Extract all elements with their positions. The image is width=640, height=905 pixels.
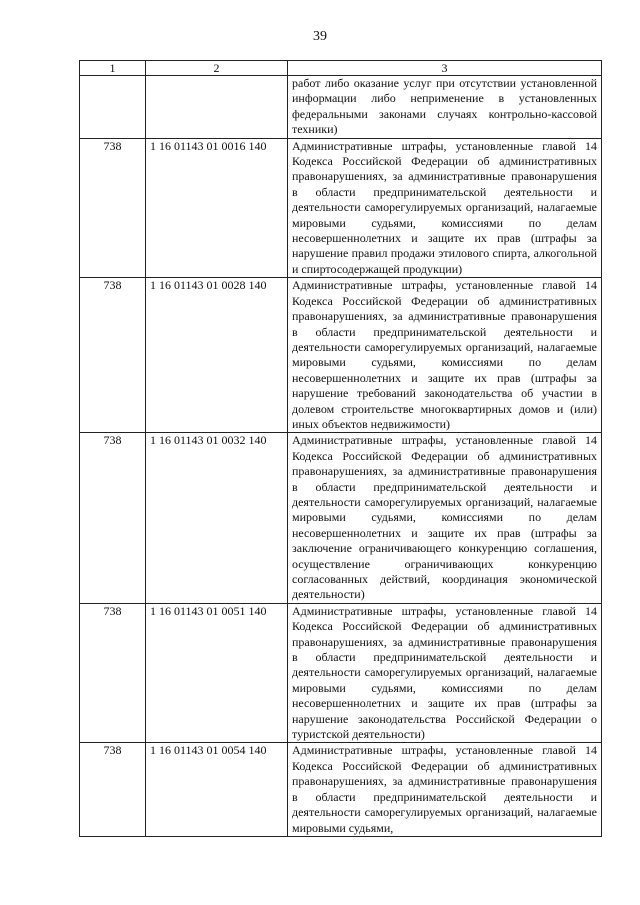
budget-codes-table — [79, 60, 602, 837]
row-description: Административные штрафы, установленные главой 14 Кодекса Российской Федерации об административных правонарушениях, за административные правонарушения в области предпринимательской деятельности и деятельности саморегулируемых организаций, налагаемые мировыми судьями, комиссиями по делам несовершеннолетних и защите их прав (штрафы за заключение ограничивающего конкуренцию соглашения, осуществление ограничивающих конкуренцию согласованных действий, координация экономической деятельности) — [288, 433, 602, 603]
row-number: 738 — [80, 433, 146, 603]
page-number: 39 — [313, 29, 327, 44]
row-number — [80, 76, 146, 139]
table-row — [80, 433, 602, 603]
row-code: 1 16 01143 01 0051 140 — [146, 603, 288, 743]
row-code: 1 16 01143 01 0016 140 — [146, 138, 288, 278]
row-code: 1 16 01143 01 0032 140 — [146, 433, 288, 603]
row-number: 738 — [80, 743, 146, 836]
row-description: Административные штрафы, установленные главой 14 Кодекса Российской Федерации об административных правонарушениях, за административные правонарушения в области предпринимательской деятельности и деятельности саморегулируемых организаций, налагаемые мировыми судьями, комиссиями по делам несовершеннолетних и защите их прав (штрафы за нарушение требований законодательства об участии в долевом строительстве многоквартирных домов и (или) иных объектов недвижимости) — [288, 278, 602, 433]
table-row-continuation — [80, 76, 602, 139]
row-description: Административные штрафы, установленные главой 14 Кодекса Российской Федерации об административных правонарушениях, за административные правонарушения в области предпринимательской деятельности и деятельности саморегулируемых организаций, налагаемые мировыми судьями, комиссиями по делам несовершеннолетних и защите их прав (штрафы за нарушение законодательства Российской Федерации о туристской деятельности) — [288, 603, 602, 743]
table-row — [80, 743, 602, 836]
header-cell-3: 3 — [288, 61, 602, 76]
table-row — [80, 278, 602, 433]
row-number: 738 — [80, 278, 146, 433]
row-description: Административные штрафы, установленные главой 14 Кодекса Российской Федерации об административных правонарушениях, за административные правонарушения в области предпринимательской деятельности и деятельности саморегулируемых организаций, налагаемые мировыми судьями, — [288, 743, 602, 836]
row-description: Административные штрафы, установленные главой 14 Кодекса Российской Федерации об административных правонарушениях, за административные правонарушения в области предпринимательской деятельности и деятельности саморегулируемых организаций, налагаемые мировыми судьями, комиссиями по делам несовершеннолетних и защите их прав (штрафы за нарушение правил продажи этилового спирта, алкогольной и спиртосодержащей продукции) — [288, 138, 602, 278]
row-code: 1 16 01143 01 0054 140 — [146, 743, 288, 836]
row-number: 738 — [80, 603, 146, 743]
row-code: 1 16 01143 01 0028 140 — [146, 278, 288, 433]
header-cell-1: 1 — [80, 61, 146, 76]
row-code — [146, 76, 288, 139]
table-header-row — [80, 61, 602, 76]
row-description: работ либо оказание услуг при отсутствии установленной информации либо неприменение в установленных федеральными законами случаях контрольно-кассовой техники) — [288, 76, 602, 139]
header-cell-2: 2 — [146, 61, 288, 76]
table-row — [80, 138, 602, 278]
table-row — [80, 603, 602, 743]
row-number: 738 — [80, 138, 146, 278]
